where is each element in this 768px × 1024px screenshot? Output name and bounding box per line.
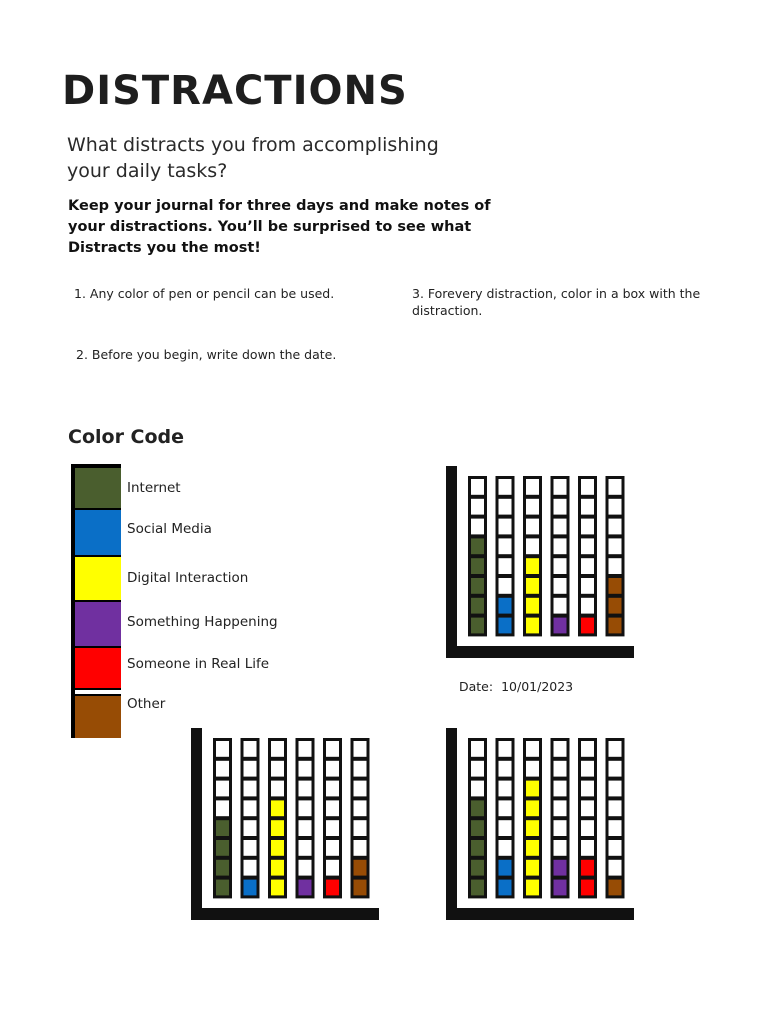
tally-box-empty[interactable] — [554, 519, 567, 535]
tally-box-empty[interactable] — [499, 820, 512, 836]
tally-box-filled[interactable] — [471, 820, 484, 836]
tally-box-filled[interactable] — [499, 880, 512, 896]
tally-box-empty[interactable] — [609, 519, 622, 535]
tally-column-someone-in-real-life — [578, 738, 597, 898]
tally-box-empty[interactable] — [471, 519, 484, 535]
tally-chart-svg — [446, 466, 634, 658]
tally-column-digital-interaction — [523, 738, 542, 898]
tally-box-empty[interactable] — [554, 800, 567, 816]
tally-box-empty[interactable] — [609, 820, 622, 836]
legend-label-digital-interaction: Digital Interaction — [127, 570, 249, 586]
tally-box-filled[interactable] — [271, 860, 284, 876]
tally-box-empty[interactable] — [499, 840, 512, 856]
tally-box-filled[interactable] — [471, 578, 484, 594]
tally-box-filled[interactable] — [244, 880, 257, 896]
tally-box-empty[interactable] — [499, 741, 512, 757]
swatch-separator — [75, 690, 121, 694]
tally-box-empty[interactable] — [609, 538, 622, 554]
tally-box-empty[interactable] — [499, 781, 512, 797]
tally-box-empty[interactable] — [526, 499, 539, 515]
tally-box-empty[interactable] — [299, 761, 312, 777]
swatch-social-media — [75, 510, 121, 555]
tally-column-someone-in-real-life — [323, 738, 342, 898]
tally-box-empty[interactable] — [271, 761, 284, 777]
tally-box-filled[interactable] — [526, 860, 539, 876]
tally-box-filled[interactable] — [554, 860, 567, 876]
tally-box-empty[interactable] — [554, 761, 567, 777]
tally-column-social-media — [496, 738, 515, 898]
tally-box-empty[interactable] — [581, 781, 594, 797]
legend-label-social-media: Social Media — [127, 521, 212, 537]
tally-box-filled[interactable] — [526, 558, 539, 574]
tally-chart-svg — [191, 728, 379, 920]
tally-box-empty[interactable] — [581, 538, 594, 554]
tally-box-empty[interactable] — [271, 741, 284, 757]
tally-box-empty[interactable] — [554, 538, 567, 554]
tally-box-filled[interactable] — [471, 880, 484, 896]
tally-box-empty[interactable] — [526, 761, 539, 777]
tally-box-empty[interactable] — [499, 800, 512, 816]
tally-box-empty[interactable] — [354, 820, 367, 836]
tally-box-filled[interactable] — [526, 598, 539, 614]
tally-box-empty[interactable] — [581, 741, 594, 757]
tally-box-empty[interactable] — [609, 761, 622, 777]
tally-chart-day-2 — [191, 728, 379, 920]
swatch-something-happening — [75, 602, 121, 646]
tally-box-empty[interactable] — [499, 479, 512, 495]
tally-box-empty[interactable] — [326, 741, 339, 757]
tally-box-filled[interactable] — [581, 880, 594, 896]
tally-box-filled[interactable] — [271, 820, 284, 836]
tally-chart-day-3 — [446, 728, 634, 920]
tally-box-filled[interactable] — [554, 880, 567, 896]
tally-box-empty[interactable] — [244, 840, 257, 856]
tally-column-other — [351, 738, 370, 898]
swatch-internet — [75, 468, 121, 508]
tally-box-empty[interactable] — [526, 538, 539, 554]
tally-column-something-happening — [296, 738, 315, 898]
tally-box-empty[interactable] — [299, 840, 312, 856]
tally-box-empty[interactable] — [581, 499, 594, 515]
tally-box-filled[interactable] — [526, 800, 539, 816]
tally-column-internet — [468, 476, 487, 636]
tally-box-filled[interactable] — [526, 781, 539, 797]
tally-box-empty[interactable] — [609, 558, 622, 574]
tally-box-empty[interactable] — [499, 558, 512, 574]
tally-box-empty[interactable] — [326, 860, 339, 876]
tally-box-empty[interactable] — [609, 860, 622, 876]
tally-box-filled[interactable] — [609, 598, 622, 614]
tally-box-empty[interactable] — [609, 781, 622, 797]
tally-column-something-happening — [551, 738, 570, 898]
tally-box-empty[interactable] — [471, 499, 484, 515]
legend-label-other: Other — [127, 696, 166, 712]
color-code-legend — [71, 464, 121, 738]
color-code-title: Color Code — [68, 426, 185, 448]
tally-box-empty[interactable] — [471, 761, 484, 777]
tally-box-filled[interactable] — [499, 598, 512, 614]
page-subtitle: What distracts you from accomplishing your daily tasks? — [67, 134, 439, 182]
tally-column-something-happening — [551, 476, 570, 636]
legend-label-something-happening: Something Happening — [127, 614, 278, 630]
tally-box-empty[interactable] — [609, 741, 622, 757]
tally-box-empty[interactable] — [554, 741, 567, 757]
tally-box-filled[interactable] — [354, 880, 367, 896]
page-title: DISTRACTIONS — [62, 68, 408, 114]
tally-box-filled[interactable] — [471, 558, 484, 574]
tally-box-empty[interactable] — [581, 840, 594, 856]
tally-box-filled[interactable] — [326, 880, 339, 896]
legend-label-internet: Internet — [127, 480, 181, 496]
tally-box-filled[interactable] — [471, 618, 484, 634]
tally-box-empty[interactable] — [526, 479, 539, 495]
tally-box-empty[interactable] — [471, 479, 484, 495]
tally-column-someone-in-real-life — [578, 476, 597, 636]
tally-box-filled[interactable] — [271, 840, 284, 856]
tally-box-empty[interactable] — [581, 761, 594, 777]
date-label: Date: — [459, 679, 494, 694]
tally-column-social-media — [241, 738, 260, 898]
tally-box-empty[interactable] — [354, 781, 367, 797]
tally-box-filled[interactable] — [471, 598, 484, 614]
tally-box-empty[interactable] — [354, 800, 367, 816]
tally-column-internet — [213, 738, 232, 898]
tally-box-empty[interactable] — [554, 820, 567, 836]
y-axis-bar — [191, 728, 202, 920]
tally-box-filled[interactable] — [554, 618, 567, 634]
chart-date — [459, 679, 573, 694]
tally-box-filled[interactable] — [271, 880, 284, 896]
tally-box-empty[interactable] — [326, 781, 339, 797]
tally-box-empty[interactable] — [216, 781, 229, 797]
tally-box-filled[interactable] — [216, 820, 229, 836]
tally-box-empty[interactable] — [326, 800, 339, 816]
tally-box-empty[interactable] — [244, 820, 257, 836]
tally-box-filled[interactable] — [354, 860, 367, 876]
tally-box-empty[interactable] — [326, 761, 339, 777]
tally-box-empty[interactable] — [554, 558, 567, 574]
tally-box-empty[interactable] — [526, 519, 539, 535]
tally-box-empty[interactable] — [299, 741, 312, 757]
instruction-3: 3. Forevery distraction, color in a box with the distraction. — [412, 286, 701, 318]
tally-box-empty[interactable] — [554, 840, 567, 856]
tally-column-digital-interaction — [523, 476, 542, 636]
tally-box-filled[interactable] — [526, 618, 539, 634]
date-value: 10/01/2023 — [501, 679, 574, 694]
tally-box-empty[interactable] — [581, 519, 594, 535]
tally-box-filled[interactable] — [471, 538, 484, 554]
tally-box-empty[interactable] — [554, 781, 567, 797]
y-axis-bar — [446, 466, 457, 658]
tally-box-filled[interactable] — [471, 860, 484, 876]
y-axis-bar — [446, 728, 457, 920]
tally-column-social-media — [496, 476, 515, 636]
tally-box-empty[interactable] — [581, 820, 594, 836]
tally-box-empty[interactable] — [326, 820, 339, 836]
x-axis-bar — [446, 646, 634, 658]
tally-box-empty[interactable] — [554, 598, 567, 614]
tally-box-filled[interactable] — [581, 618, 594, 634]
legend-label-someone-in-real-life: Someone in Real Life — [127, 656, 270, 672]
tally-box-filled[interactable] — [271, 800, 284, 816]
instruction-2: 2. Before you begin, write down the date. — [76, 347, 337, 362]
tally-box-empty[interactable] — [581, 578, 594, 594]
tally-box-filled[interactable] — [609, 618, 622, 634]
tally-box-empty[interactable] — [216, 741, 229, 757]
tally-chart-svg — [446, 728, 634, 920]
swatch-someone-in-real-life — [75, 648, 121, 688]
tally-box-filled[interactable] — [471, 800, 484, 816]
tally-box-filled[interactable] — [216, 840, 229, 856]
tally-box-empty[interactable] — [244, 800, 257, 816]
tally-box-empty[interactable] — [554, 479, 567, 495]
tally-box-empty[interactable] — [326, 840, 339, 856]
tally-box-empty[interactable] — [244, 741, 257, 757]
tally-box-empty[interactable] — [554, 578, 567, 594]
tally-box-empty[interactable] — [609, 800, 622, 816]
tally-box-empty[interactable] — [354, 761, 367, 777]
tally-column-digital-interaction — [268, 738, 287, 898]
swatch-digital-interaction — [75, 557, 121, 600]
tally-column-internet — [468, 738, 487, 898]
swatch-other — [75, 696, 121, 738]
tally-box-empty[interactable] — [609, 479, 622, 495]
tally-box-empty[interactable] — [354, 741, 367, 757]
tally-box-empty[interactable] — [216, 761, 229, 777]
tally-box-empty[interactable] — [271, 781, 284, 797]
tally-column-other — [606, 738, 625, 898]
tally-chart-day-1 — [446, 466, 634, 658]
tally-column-other — [606, 476, 625, 636]
tally-box-empty[interactable] — [499, 761, 512, 777]
tally-box-empty[interactable] — [499, 519, 512, 535]
tally-box-empty[interactable] — [499, 499, 512, 515]
tally-box-empty[interactable] — [581, 558, 594, 574]
tally-box-filled[interactable] — [499, 860, 512, 876]
tally-box-filled[interactable] — [216, 880, 229, 896]
tally-box-empty[interactable] — [299, 860, 312, 876]
tally-box-empty[interactable] — [299, 820, 312, 836]
tally-box-filled[interactable] — [581, 860, 594, 876]
tally-box-empty[interactable] — [244, 781, 257, 797]
tally-box-empty[interactable] — [554, 499, 567, 515]
tally-box-empty[interactable] — [471, 781, 484, 797]
tally-box-empty[interactable] — [244, 860, 257, 876]
tally-box-empty[interactable] — [299, 800, 312, 816]
tally-box-empty[interactable] — [299, 781, 312, 797]
x-axis-bar — [446, 908, 634, 920]
intro-text: Keep your journal for three days and make notes of your distractions. You’ll be surprised to see what Distracts you the most! — [68, 198, 491, 256]
tally-box-filled[interactable] — [299, 880, 312, 896]
tally-box-filled[interactable] — [526, 578, 539, 594]
tally-box-empty[interactable] — [526, 741, 539, 757]
tally-box-empty[interactable] — [499, 538, 512, 554]
tally-box-empty[interactable] — [216, 800, 229, 816]
tally-box-filled[interactable] — [526, 840, 539, 856]
tally-box-empty[interactable] — [471, 741, 484, 757]
tally-box-filled[interactable] — [609, 880, 622, 896]
tally-box-empty[interactable] — [581, 800, 594, 816]
tally-box-filled[interactable] — [471, 840, 484, 856]
tally-box-filled[interactable] — [526, 820, 539, 836]
tally-box-filled[interactable] — [609, 578, 622, 594]
tally-box-empty[interactable] — [581, 479, 594, 495]
tally-box-empty[interactable] — [244, 761, 257, 777]
tally-box-empty[interactable] — [609, 840, 622, 856]
x-axis-bar — [191, 908, 379, 920]
tally-box-empty[interactable] — [609, 499, 622, 515]
tally-box-filled[interactable] — [216, 860, 229, 876]
tally-box-empty[interactable] — [354, 840, 367, 856]
tally-box-empty[interactable] — [581, 598, 594, 614]
instruction-1: 1. Any color of pen or pencil can be used. — [74, 286, 335, 301]
tally-box-filled[interactable] — [499, 618, 512, 634]
tally-box-empty[interactable] — [499, 578, 512, 594]
tally-box-filled[interactable] — [526, 880, 539, 896]
